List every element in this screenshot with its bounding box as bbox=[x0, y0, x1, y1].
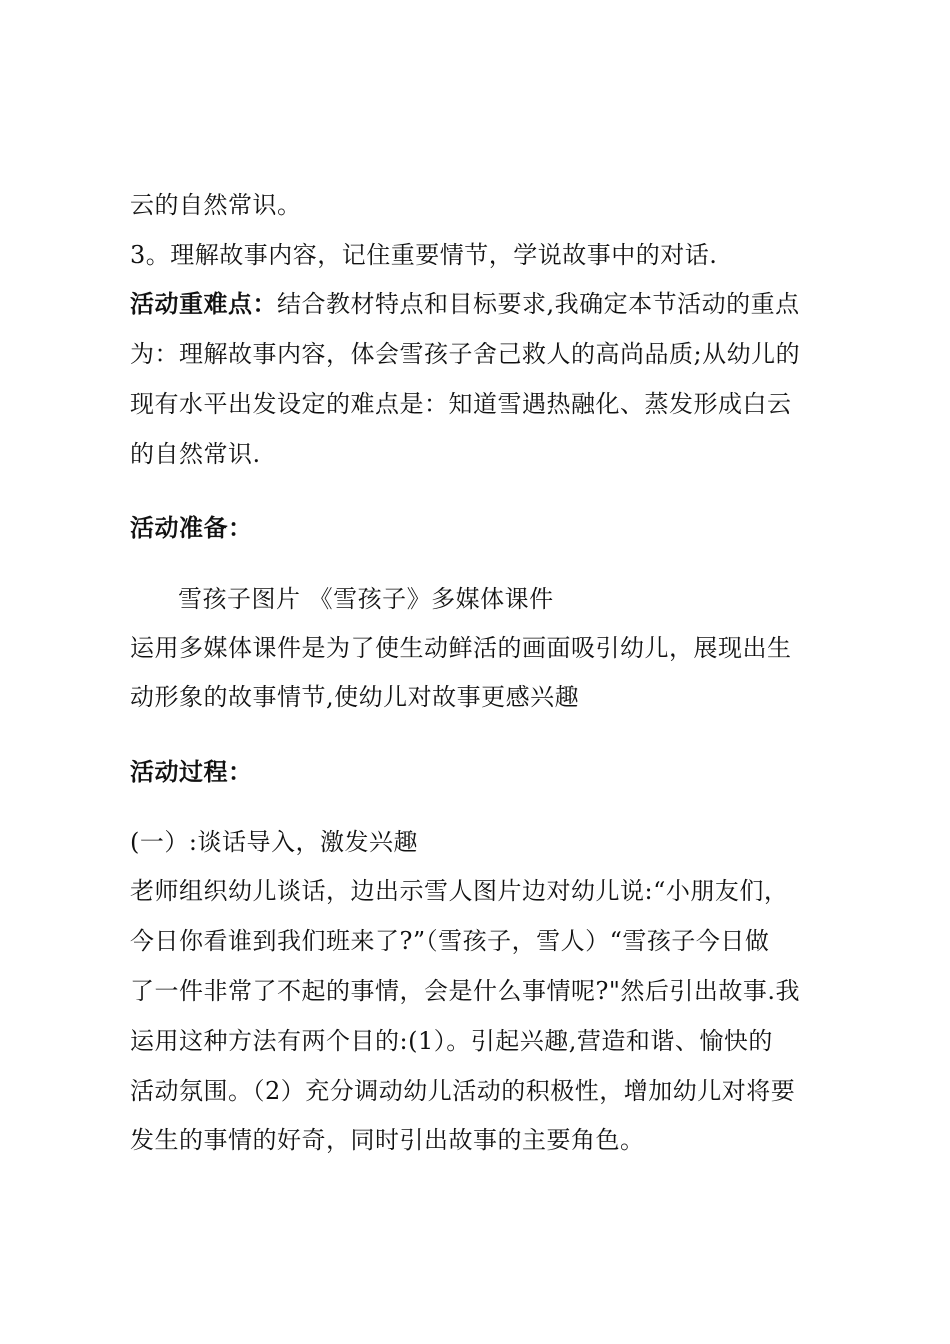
difficulty-paragraph-first-line bbox=[130, 288, 830, 320]
step1-body-line: 今日你看谁到我们班来了?”（雪孩子，雪人）“雪孩子今日做 bbox=[130, 927, 770, 955]
text-line: 现有水平出发设定的难点是：知道雪遇热融化、蒸发形成白云 bbox=[130, 390, 792, 418]
process-heading: 活动过程： bbox=[130, 758, 253, 786]
step1-body-line: 活动氛围。（2）充分调动幼儿活动的积极性，增加幼儿对将要 bbox=[130, 1077, 796, 1105]
step1-body-line: 发生的事情的好奇，同时引出故事的主要角色。 bbox=[130, 1126, 645, 1154]
text-line: 的自然常识. bbox=[130, 440, 261, 468]
text-line: 3。理解故事内容，记住重要情节，学说故事中的对话. bbox=[130, 241, 718, 269]
difficulty-label: 活动重难点： bbox=[130, 290, 277, 318]
difficulty-text: 结合教材特点和目标要求,我确定本节活动的重点 bbox=[277, 290, 800, 318]
prep-reason-line: 动形象的故事情节,使幼儿对故事更感兴趣 bbox=[130, 683, 580, 711]
text-line: 云的自然常识。 bbox=[130, 191, 302, 219]
step1-body-line: 老师组织幼儿谈话，边出示雪人图片边对幼儿说:“小朋友们， bbox=[130, 877, 789, 905]
step1-title: (一）:谈话导入，激发兴趣 bbox=[130, 828, 418, 856]
prep-reason-line: 运用多媒体课件是为了使生动鲜活的画面吸引幼儿，展现出生 bbox=[130, 634, 792, 662]
step1-body-line: 了一件非常了不起的事情，会是什么事情呢?"然后引出故事.我 bbox=[130, 977, 801, 1005]
prep-items: 雪孩子图片 《雪孩子》多媒体课件 bbox=[178, 585, 554, 613]
text-line: 为：理解故事内容，体会雪孩子舍己救人的高尚品质;从幼儿的 bbox=[130, 340, 801, 368]
step1-body-line: 运用这种方法有两个目的:(1）。引起兴趣,营造和谐、愉快的 bbox=[130, 1027, 773, 1055]
prep-heading: 活动准备： bbox=[130, 514, 253, 542]
